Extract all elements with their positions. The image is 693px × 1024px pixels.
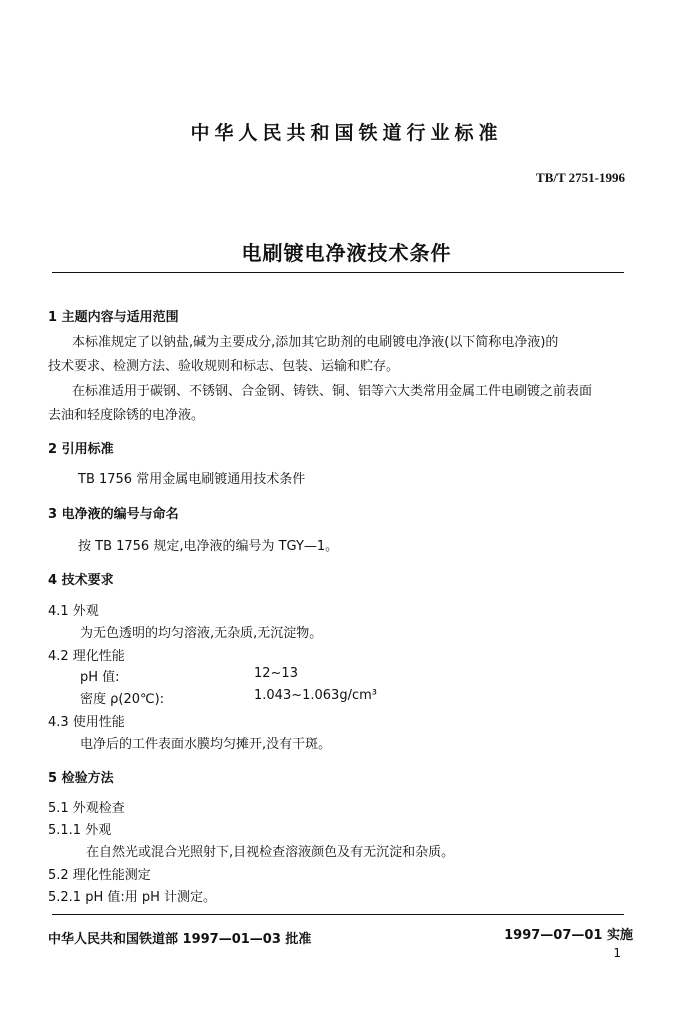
section-2-reference: TB 1756 常用金属电刷镀通用技术条件 [78, 472, 306, 487]
section-5-1-heading: 5.1 外观检查 [48, 801, 125, 816]
section-4-2-heading: 4.2 理化性能 [48, 649, 125, 664]
section-5-1-1-heading: 5.1.1 外观 [48, 823, 112, 838]
section-4-heading: 4 技术要求 [48, 573, 114, 588]
section-2-heading: 2 引用标准 [48, 442, 114, 457]
standard-title: 中华人民共和国铁道行业标准 [190, 122, 503, 144]
density-value: 1.043~1.063g/cm³ [254, 688, 377, 703]
section-3-text: 按 TB 1756 规定,电净液的编号为 TGY—1。 [78, 539, 339, 554]
footer-divider [52, 914, 624, 915]
document-title: 电刷镀电净液技术条件 [241, 241, 452, 265]
standard-code: TB/T 2751-1996 [536, 170, 625, 185]
section-4-1-heading: 4.1 外观 [48, 604, 99, 619]
section-4-3-heading: 4.3 使用性能 [48, 715, 125, 730]
section-1-paragraph-1-line-2: 技术要求、检测方法、验收规则和标志、包装、运输和贮存。 [48, 359, 400, 374]
section-4-1-text: 为无色透明的均匀溶液,无杂质,无沉淀物。 [80, 626, 323, 641]
section-5-heading: 5 检验方法 [48, 771, 114, 786]
section-5-2-1-text: 5.2.1 pH 值:用 pH 计测定。 [48, 890, 217, 905]
page-number: 1 [613, 946, 621, 960]
density-label: 密度 ρ(20℃): [80, 692, 165, 707]
ph-label: pH 值: [80, 670, 120, 685]
section-1-paragraph-2-line-1: 在标准适用于碳钢、不锈钢、合金钢、铸铁、铜、铝等六大类常用金属工件电刷镀之前表面 [72, 384, 593, 399]
section-4-3-text: 电净后的工件表面水膜均匀摊开,没有干斑。 [80, 737, 332, 752]
approval-line: 中华人民共和国铁道部 1997—01—03 批准 [48, 932, 312, 947]
implementation-date: 1997—07—01 实施 [504, 928, 633, 943]
section-5-1-1-text: 在自然光或混合光照射下,目视检查溶液颜色及有无沉淀和杂质。 [86, 845, 455, 860]
section-1-paragraph-1-line-1: 本标准规定了以钠盐,碱为主要成分,添加其它助剂的电刷镀电净液(以下简称电净液)的 [72, 335, 559, 350]
section-3-heading: 3 电净液的编号与命名 [48, 507, 179, 522]
section-1-heading: 1 主题内容与适用范围 [48, 310, 179, 325]
ph-value: 12~13 [254, 666, 298, 681]
section-1-paragraph-2-line-2: 去油和轻度除锈的电净液。 [48, 408, 205, 423]
title-divider [52, 272, 624, 273]
section-5-2-heading: 5.2 理化性能测定 [48, 868, 151, 883]
